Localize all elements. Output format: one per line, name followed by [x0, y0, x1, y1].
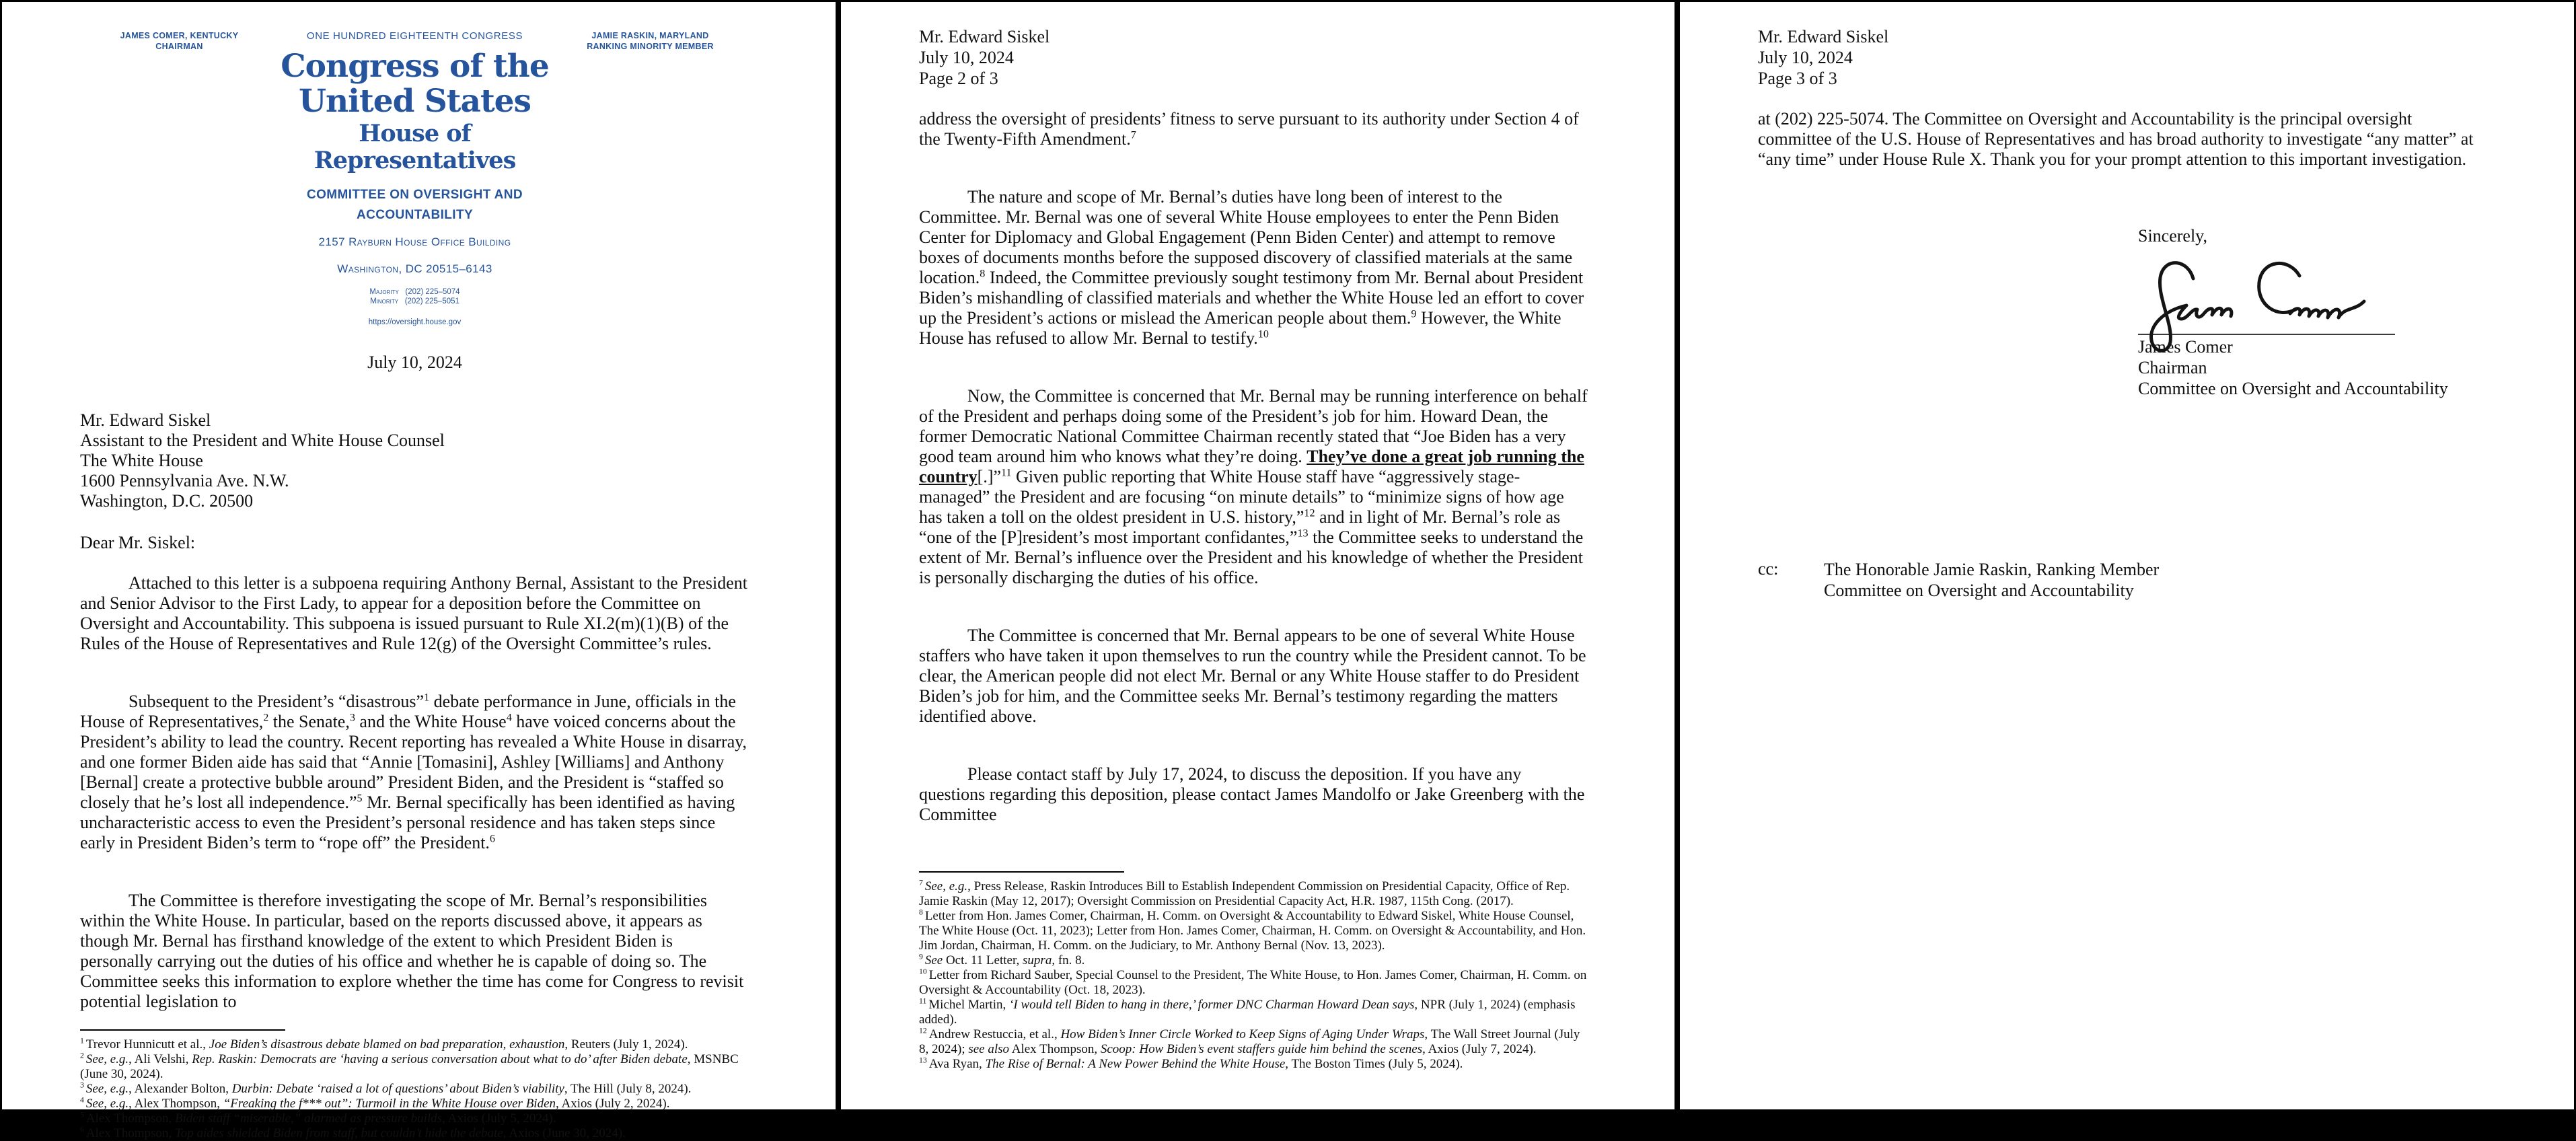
footnote: $^{10}$ Letter from Richard Sauber, Special Counsel to the President, The White House, to Hon. James Comer, Chairman, H. Comm. on Oversight & Accountability (Oct. 18, 2023).	[919, 967, 1587, 997]
congress-session-line: ONE HUNDRED EIGHTEENTH CONGRESS	[306, 30, 523, 42]
recipient-org: The White House	[80, 451, 203, 470]
paragraph: address the oversight of presidents’ fitness to serve pursuant to its authority under Section 4 of the Twenty-Fifth Amendment.$^7$	[919, 109, 1579, 149]
footnote: $^{13}$ Ava Ryan, The Rise of Bernal: A New Power Behind the White House, The Boston Times (July 5, 2024).	[919, 1056, 1463, 1071]
signer-name: James Comer	[2138, 337, 2233, 357]
cc-label: cc:	[1758, 559, 1779, 579]
salutation: Dear Mr. Siskel:	[80, 533, 196, 552]
letterhead-ranking-member-block	[551, 30, 749, 52]
page-header-pagenum: Page 2 of 3	[919, 69, 998, 88]
footnote-block	[919, 871, 1588, 1072]
footnote: $^6$ Alex Thompson, Top aides shielded Biden from staff, but couldn’t hide the debate, Axios (June 30, 2024).	[80, 1125, 626, 1140]
footnote: $^2$ See, e.g., Ali Velshi, Rep. Raskin: Democrats are ‘having a serious conversation about what to do’ after Biden debate, MSNBC (June 30, 2024).	[80, 1051, 739, 1081]
letterhead-center	[279, 26, 551, 332]
recipient-city: Washington, D.C. 20500	[80, 491, 254, 511]
page-header-name: Mr. Edward Siskel	[919, 27, 1050, 46]
closing: Sincerely,	[2138, 226, 2207, 246]
page-header	[919, 26, 1588, 89]
cc-recipient-org: Committee on Oversight and Accountability	[1824, 581, 2134, 600]
recipient-street: 1600 Pennsylvania Ave. N.W.	[80, 471, 289, 490]
footnote: $^7$ See, e.g., Press Release, Raskin Introduces Bill to Establish Independent Commission on Presidential Capacity, Office of Rep. Jamie Raskin (May 12, 2017); Oversight Commission on Presidential Capacity Act, H.R. 1987, 115th Cong. (2017).	[919, 878, 1570, 908]
signer-title: Chairman	[2138, 358, 2207, 377]
paragraph: Subsequent to the President’s “disastrous”$^1$ debate performance in June, officials in the House of Representatives,$^2$ the Senate,$^3$ and the White House$^4$ have voiced concerns about the President’s ability to lead the country. Recent reporting has revealed a White House in disarray, and one former Biden aide has said that “Annie [Tomasini], Ashley [Williams] and Anthony [Bernal] create a protective bubble around” President Biden, and the President is “staffed so closely that he’s lost all independence.”$^5$ Mr. Bernal specifically has been identified as having uncharacteristic access to even the President’s personal residence and has taken steps since early in President Biden’s term to “rope off” the President.$^6$	[80, 692, 747, 852]
page-header-pagenum: Page 3 of 3	[1758, 69, 1837, 88]
footnote-block	[80, 1029, 749, 1141]
cc-recipient-name: The Honorable Jamie Raskin, Ranking Member	[1824, 560, 2160, 579]
paragraph: The Committee is therefore investigating the scope of Mr. Bernal’s responsibilities within the White House. In particular, based on the reports discussed above, it appears as though Mr. Bernal has firsthand knowledge of the extent to which President Biden is personally carrying out the duties of his office and whether he is capable of doing so. The Committee seeks this information to explore whether the time has come for Congress to revisit potential legislation to	[80, 891, 744, 1011]
page-2	[841, 2, 1675, 1109]
cc-block	[1758, 559, 2488, 601]
footnote-separator	[80, 1029, 285, 1031]
recipient-address-block	[80, 410, 749, 511]
letterhead-title-congress: Congress of the United States	[281, 48, 549, 120]
paragraph: at (202) 225-5074. The Committee on Oversight and Accountability is the principal oversight committee of the U.S. House of Representatives and has broad authority to investigate “any matter” at “any time” under House Rule X. Thank you for your prompt attention to this important investigation.	[1758, 109, 2474, 169]
ranking-member-title: RANKING MINORITY MEMBER	[587, 42, 714, 51]
signature-block	[2138, 226, 2488, 399]
majority-phone: Majority (202) 225–5074	[369, 288, 460, 296]
footnote-separator	[919, 871, 1124, 873]
paragraph: The Committee is concerned that Mr. Bernal appears to be one of several White House staffers who have taken it upon themselves to run the country while the President cannot. To be clear, the American people did not elect Mr. Bernal or any White House staffer to do President Biden’s job for him, and the Committee seeks Mr. Bernal’s testimony regarding the matters identified above.	[919, 626, 1586, 726]
page-1	[2, 2, 836, 1140]
committee-website: https://oversight.house.gov	[368, 318, 462, 326]
signature-line	[2138, 334, 2395, 335]
recipient-name: Mr. Edward Siskel	[80, 410, 211, 430]
committee-name: COMMITTEE ON OVERSIGHT AND ACCOUNTABILITY	[306, 188, 523, 222]
page-header-date: July 10, 2024	[919, 48, 1014, 67]
letterhead-title-house: House of Representatives	[314, 120, 516, 174]
footnote: $^1$ Trevor Hunnicutt et al., Joe Biden’s disastrous debate blamed on bad preparation, exhaustion, Reuters (July 1, 2024).	[80, 1036, 688, 1052]
paragraph: Please contact staff by July 17, 2024, to discuss the deposition. If you have any questions regarding this deposition, please contact James Mandolfo or Jake Greenberg with the Committee	[919, 764, 1585, 824]
footnote: $^3$ See, e.g., Alexander Bolton, Durbin: Debate ‘raised a lot of questions’ about Biden’s viability, The Hill (July 8, 2024).	[80, 1080, 692, 1096]
ranking-member-name: JAMIE RASKIN, MARYLAND	[591, 31, 709, 40]
page-3	[1680, 2, 2574, 1109]
letter-date: July 10, 2024	[367, 353, 462, 372]
page-header	[1758, 26, 2488, 89]
committee-address-line1: 2157 Rayburn House Office Building	[318, 235, 511, 248]
paragraph: Attached to this letter is a subpoena requiring Anthony Bernal, Assistant to the President and Senior Advisor to the First Lady, to appear for a deposition before the Committee on Oversight and Accountability. This subpoena is issued pursuant to Rule XI.2(m)(1)(B) of the Rules of the House of Representatives and Rule 12(g) of the Oversight Committee’s rules.	[80, 573, 747, 653]
cc-recipients	[1824, 559, 2159, 601]
footnote: $^5$ Alex Thompson, Biden staff “miserable,” alarmed as pressure builds, Axios (July 5, 2024).	[80, 1110, 556, 1126]
committee-phones	[279, 287, 551, 306]
letterhead-chairman-block	[80, 30, 279, 52]
paragraph: Now, the Committee is concerned that Mr. Bernal may be running interference on behalf of the President and perhaps doing some of the President’s job for him. Howard Dean, the former Democratic National Committee Chairman recently stated that “Joe Biden has a very good team around him who knows what they’re doing. They’ve done a great job running the country[.]”$^{11}$ Given public reporting that White House staff have “aggressively stage-managed” the President and are focusing “on minute details” to “minimize signs of how age has taken a toll on the oldest president in U.S. history,”$^{12}$ and in light of Mr. Bernal’s role as “one of the [P]resident’s most important confidantes,”$^{13}$ the Committee seeks to understand the extent of Mr. Bernal’s influence over the President and his knowledge of whether the President is personally discharging the duties of his office.	[919, 386, 1588, 587]
footnote: $^9$ See Oct. 11 Letter, supra, fn. 8.	[919, 952, 1085, 967]
chairman-name: JAMES COMER, KENTUCKY	[120, 31, 239, 40]
chairman-title: CHAIRMAN	[155, 42, 203, 51]
recipient-title: Assistant to the President and White House Counsel	[80, 431, 445, 450]
footnote: $^{12}$ Andrew Restuccia, et al., How Biden’s Inner Circle Worked to Keep Signs of Aging Under Wraps, The Wall Street Journal (July 8, 2024); see also Alex Thompson, Scoop: How Biden’s event staffers guide him behind the scenes, Axios (July 7, 2024).	[919, 1026, 1580, 1056]
footnote: $^{11}$ Michel Martin, ‘I would tell Biden to hang in there,’ former DNC Charman Howard Dean says, NPR (July 1, 2024) (emphasis added).	[919, 996, 1576, 1027]
page-header-date: July 10, 2024	[1758, 48, 1853, 67]
paragraph: The nature and scope of Mr. Bernal’s duties have long been of interest to the Committee. Mr. Bernal was one of several White House employees to enter the Penn Biden Center for Diplomacy and Global Engagement (Penn Biden Center) and attempt to remove boxes of documents months before the supposed discovery of classified materials at the same location.$^8$ Indeed, the Committee previously sought testimony from Mr. Bernal about President Biden’s mishandling of classified materials and whether the White House led an effort to cover up the President’s actions or mislead the American people about them.$^9$ However, the White House has refused to allow Mr. Bernal to testify.$^{10}$	[919, 187, 1584, 348]
signer-org: Committee on Oversight and Accountability	[2138, 379, 2448, 398]
minority-phone: Minority (202) 225–5051	[370, 297, 459, 305]
committee-address-line2: Washington, DC 20515–6143	[337, 262, 492, 275]
letterhead	[80, 26, 749, 332]
footnote: $^4$ See, e.g., Alex Thompson, “Freaking the f*** out”: Turmoil in the White House over Biden, Axios (July 2, 2024).	[80, 1095, 670, 1111]
footnote: $^8$ Letter from Hon. James Comer, Chairman, H. Comm. on Oversight & Accountability to Edward Siskel, White House Counsel, The White House (Oct. 11, 2023); Letter from Hon. James Comer, Chairman, H. Comm. on Oversight & Accountability, and Hon. Jim Jordan, Chairman, H. Comm. on the Judiciary, to Mr. Anthony Bernal (Nov. 13, 2023).	[919, 908, 1586, 953]
page-header-name: Mr. Edward Siskel	[1758, 27, 1889, 46]
